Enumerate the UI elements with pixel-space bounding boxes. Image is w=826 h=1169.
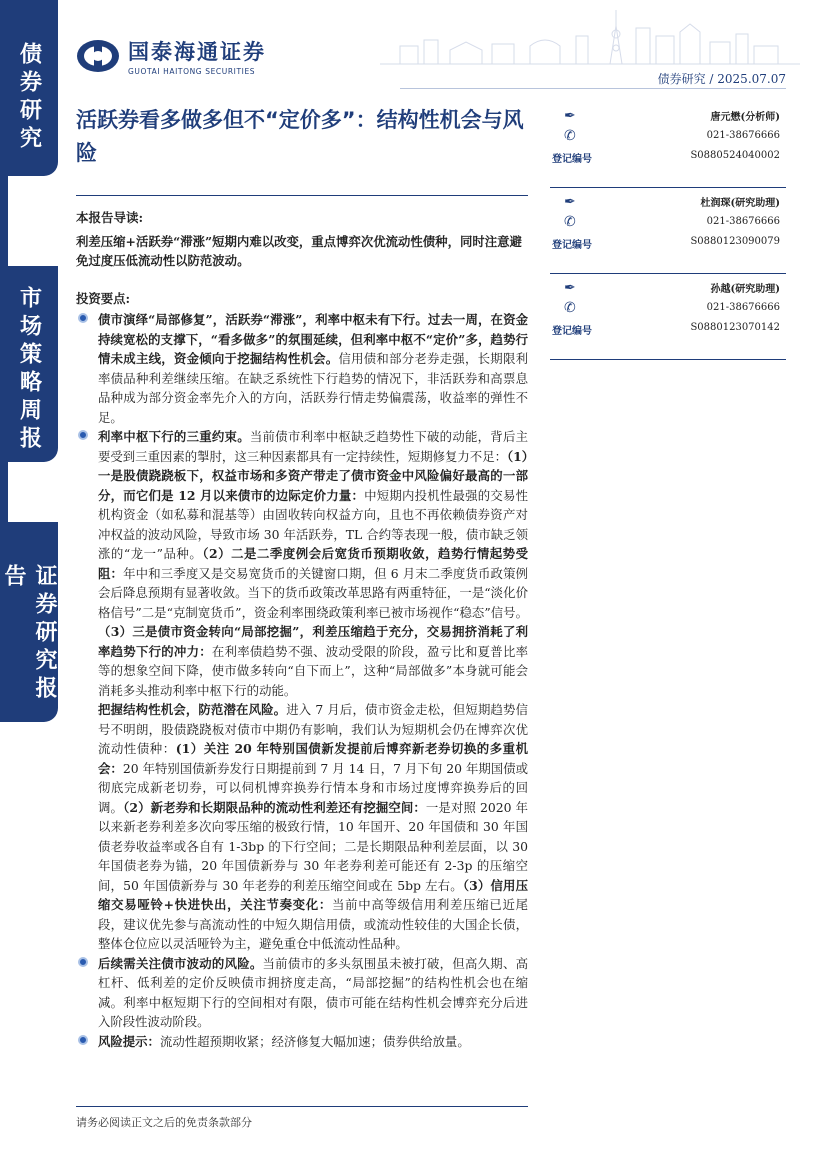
divider xyxy=(400,88,786,89)
points-heading: 投资要点: xyxy=(76,290,131,306)
logo-cn: 国泰海通证券 xyxy=(128,40,266,64)
point-lead: (1）关注 20 年特别国债新发提前后博弈新老券切换的多重机会： xyxy=(98,741,529,776)
bullet-icon xyxy=(78,957,88,967)
registration-label: 登记编号 xyxy=(552,326,592,337)
point-lead: 债市演绎“局部修复”，活跃券“滞涨”，利率中枢未有下行。过去一周，在资金持续宽松的支撑下，“看多做多”的氛围延续，但利率中枢不“定价”多，趋势行情未成主线，资金倾向于挖掘结构性机会。 xyxy=(98,312,528,366)
key-point xyxy=(76,310,528,427)
point-text: 当前债市的多头氛围虽未被打破，但高久期、高杠杆、低利差的定价反映债市拥挤度走高，“局部挖掘”的结构性机会也在缩减。利率中枢短期下行的空间相对有限，债市可能在结构性机会博弈充分后进入阶段性波动阶段。 xyxy=(98,955,529,1029)
point-lead: （2）新老券和长期限品种的流动性利差还有挖掘空间： xyxy=(123,799,426,815)
report-meta: 债券研究 / 2025.07.07 xyxy=(657,72,786,86)
point-text: 年中和三季度又是交易宽货币的关键窗口期，但 6 月末二季度货币政策例会后降息预期有显著收敛。当下的货币政策改革思路有两重特征，一是“淡化价格信号”二是“克制宽货币”，资金利率围绕政策利率已被市场视作“稳态”信号。 xyxy=(98,565,529,620)
point-lead: （3）三是债市资金转向“局部挖掘”，利差压缩趋于充分，交易拥挤消耗了利率趋势下行的冲力： xyxy=(98,624,528,659)
point-text: 进入 7 月后，债市资金走松，但短期趋势信号不明朗，股债跷跷板对债市中期仍有影响，我们认为短期机会仍在博弈次优流动性债种： xyxy=(98,702,528,756)
sidebar-tab-report xyxy=(0,522,58,722)
skyline-illustration xyxy=(380,6,800,66)
bullet-icon xyxy=(78,313,88,323)
point-text: 中短期内投机性最强的交易性机构资金（如私募和混基等）由固收转向权益方向，且也不再依赖债券资产对冲权益的波动风险，导致市场 30 年活跃券，TL 合约等表现一般，债市缺乏领涨的“龙一”品种。 xyxy=(98,487,529,561)
brand-logo xyxy=(76,36,266,76)
pen-icon: ✒ xyxy=(564,108,576,124)
key-point xyxy=(76,427,528,700)
author-name: 孙越(研究助理) xyxy=(710,284,780,295)
divider xyxy=(76,1106,528,1107)
phone-icon: ✆ xyxy=(564,128,576,144)
author-cert: S0880123070142 xyxy=(690,322,780,333)
sidebar-tab-bond-research xyxy=(0,0,58,176)
point-text: 一是对照 2020 年以来新老券利差多次向零压缩的极致行情，10 年国开、20 年国债和 30 年国债老券收益率或各自有 1-3bp 的下行空间；二是长期限品种利差层面，以 30 年国债老券为锚，20 年国债新券与 30 年老券利差可能还有 2-3p 的压缩空间，50 年国债新券与 30 年老券的利差压缩空间或在 5bp 左右。 xyxy=(98,799,529,893)
key-point xyxy=(76,700,528,954)
logo-en: GUOTAI HAITONG SECURITIES xyxy=(128,67,256,76)
point-text: 当前债市利率中枢缺乏趋势性下破的动能，背后主要受到三重因素的掣肘，这三种因素都具有一定持续性，短期修复力不足： xyxy=(98,429,529,464)
registration-label: 登记编号 xyxy=(552,154,592,165)
author-card xyxy=(550,102,786,188)
author-name: 唐元懋(分析师) xyxy=(710,112,780,123)
author-cert: S0880524040002 xyxy=(690,150,780,161)
author-panel xyxy=(550,102,786,360)
point-text: 当前中高等级信用利差压缩已近尾段，建议优先参与高流动性的中短久期信用债，或流动性较佳的大国企长债，整体仓位应以灵活哑铃为主，避免重仓中低流动性品种。 xyxy=(98,897,529,951)
author-name: 杜润琛(研究助理) xyxy=(700,198,780,209)
report-body xyxy=(76,208,528,1051)
sidebar xyxy=(0,0,58,1169)
point-lead: （1）一是股债跷跷板下，权益市场和多资产带走了债市资金中风险偏好最高的一部分，而它们是 12 月以来债市的边际定价力量： xyxy=(98,448,528,503)
bullet-icon xyxy=(78,430,88,440)
point-text: 20 年特别国债新券发行日期提前到 7 月 14 日，7 月下旬 20 年期国债或彻底完成新老切券，可以伺机博弈换券行情本身和市场过度博弈换券后的回调。 xyxy=(98,760,529,815)
key-point xyxy=(76,1032,528,1052)
sidebar-tab-label: 证券研究报告 xyxy=(1,564,57,704)
phone-icon: ✆ xyxy=(564,214,576,230)
pen-icon: ✒ xyxy=(564,280,576,296)
sidebar-tab-label: 债券研究 xyxy=(16,42,42,154)
point-lead: （3）信用压缩交易哑铃+快进快出，关注节奏变化： xyxy=(98,877,528,912)
author-cert: S0880123090079 xyxy=(690,236,780,247)
author-card xyxy=(550,188,786,274)
sidebar-tab-label: 市场策略周报 xyxy=(16,286,42,454)
phone-icon: ✆ xyxy=(564,300,576,316)
sidebar-strip xyxy=(0,462,8,522)
point-lead: 利率中枢下行的三重约束。 xyxy=(98,429,250,444)
guide-text: 利差压缩+活跃券“滞涨”短期内难以改变，重点博弈次优流动性债种，同时注意避免过度压低流动性以防范波动。 xyxy=(76,233,522,268)
point-lead: 把握结构性机会，防范潜在风险。 xyxy=(98,702,287,717)
report-title: 活跃券看多做多但不“定价多”：结构性机会与风险 xyxy=(76,108,524,165)
point-text: 在利率债趋势不强、波动受限的阶段，盈亏比和夏普比率等的想象空间下降，使市做多转向“自下而上”，这种“局部做多”本身就可能会消耗多头推动利率中枢下行的动能。 xyxy=(98,643,529,698)
guide-heading: 本报告导读: xyxy=(76,210,144,225)
point-text: 流动性超预期收紧；经济修复大幅加速；债券供给放量。 xyxy=(159,1033,470,1049)
author-phone: 021-38676666 xyxy=(706,302,780,313)
point-lead: 风险提示： xyxy=(98,1033,160,1049)
point-lead: （2）二是二季度例会后宽货币预期收敛，趋势行情起势受阻： xyxy=(98,546,529,581)
author-card xyxy=(550,274,786,360)
author-phone: 021-38676666 xyxy=(706,130,780,141)
divider xyxy=(76,195,528,196)
disclaimer-footer: 请务必阅读正文之后的免责条款部分 xyxy=(76,1116,252,1129)
pen-icon: ✒ xyxy=(564,194,576,210)
registration-label: 登记编号 xyxy=(552,240,592,251)
author-phone: 021-38676666 xyxy=(706,216,780,227)
bullet-icon xyxy=(78,1035,88,1045)
sidebar-tab-weekly xyxy=(0,266,58,462)
sidebar-strip xyxy=(0,176,8,266)
point-text: 信用债和部分老券走强，长期限利率债品种利差继续压缩。在缺乏系统性下行趋势的情况下，非活跃券和高票息品种成为部分资金率先介入的方向，活跃券行情走势偏震荡，收益率的弹性不足。 xyxy=(98,351,529,425)
logo-mark-icon xyxy=(76,38,120,74)
point-lead: 后续需关注债市波动的风险。 xyxy=(98,955,263,971)
key-point xyxy=(76,954,528,1032)
